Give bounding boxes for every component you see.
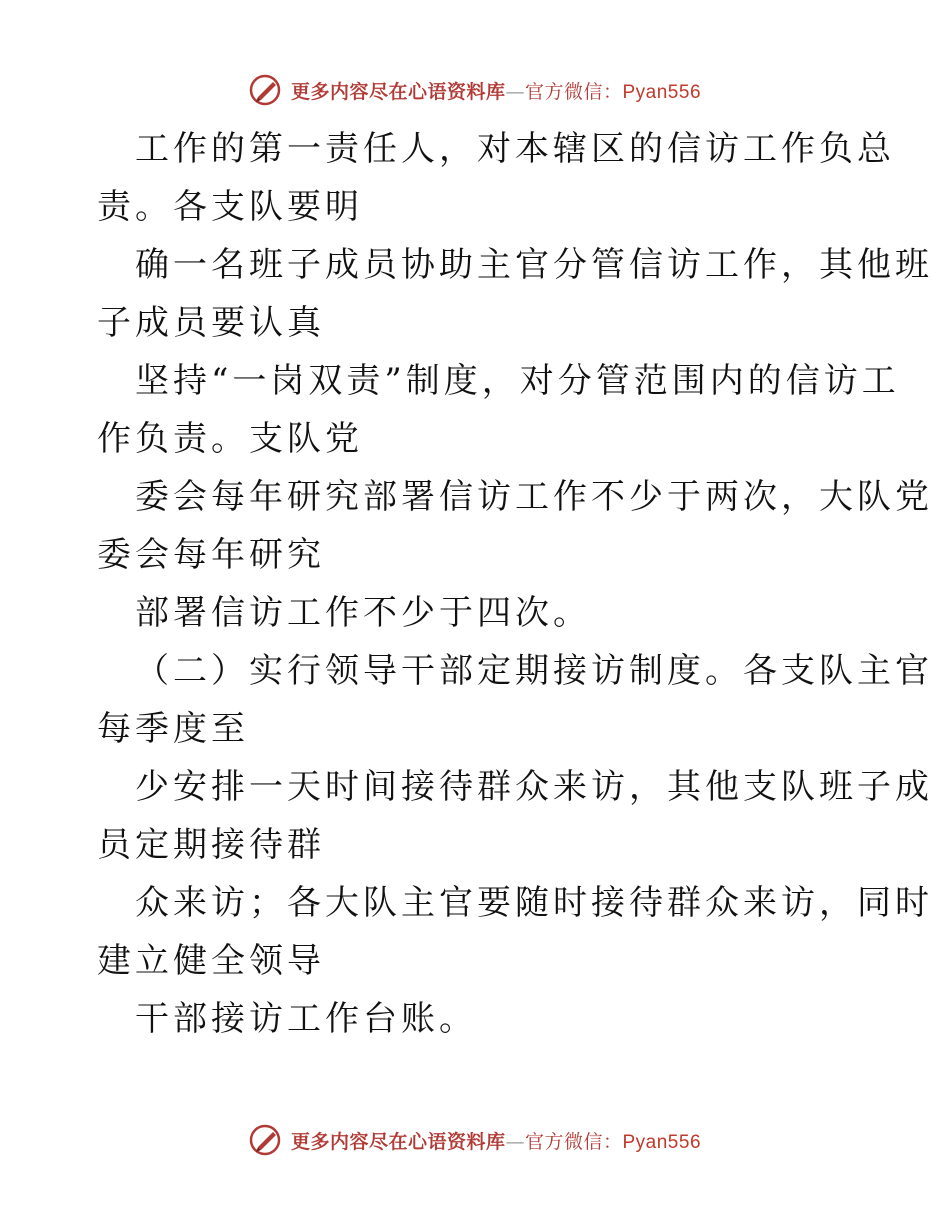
body-line: 坚持“一岗双责”制度，对分管范围内的信访工 [135,361,900,401]
header-banner [0,70,950,110]
header-label: 官方微信： [524,80,623,103]
header-text [291,77,701,104]
header-separator: — [505,80,525,103]
body-line: 委会每年研究 [97,535,325,575]
body-line: 部署信访工作不少于四次。 [135,593,591,633]
footer-banner [0,1120,950,1160]
pen-logo-icon [249,1123,283,1157]
footer-wechat-id: Pyan556 [622,1131,702,1153]
body-line: 委会每年研究部署信访工作不少于两次，大队党 [135,477,933,517]
header-wechat-id: Pyan556 [622,81,702,103]
footer-text [291,1127,701,1154]
body-line: 子成员要认真 [97,303,325,343]
body-line: 员定期接待群 [97,825,325,865]
body-line: 责。各支队要明 [97,187,363,227]
body-line: 作负责。支队党 [97,419,363,459]
footer-label: 官方微信： [524,1130,623,1153]
header-brand: 更多内容尽在心语资料库 [290,80,506,103]
footer-brand: 更多内容尽在心语资料库 [290,1130,506,1153]
body-line: （二）实行领导干部定期接访制度。各支队主官 [135,651,933,691]
body-line: 建立健全领导 [97,941,325,981]
footer-separator: — [505,1130,525,1153]
pen-logo-icon [249,73,283,107]
body-line: 众来访；各大队主官要随时接待群众来访，同时 [135,883,933,923]
body-line: 干部接访工作台账。 [135,999,477,1039]
body-line: 确一名班子成员协助主官分管信访工作，其他班 [135,245,933,285]
document-body [97,120,933,1048]
body-line: 少安排一天时间接待群众来访，其他支队班子成 [135,767,933,807]
body-line: 工作的第一责任人，对本辖区的信访工作负总 [135,129,895,169]
body-line: 每季度至 [97,709,249,749]
